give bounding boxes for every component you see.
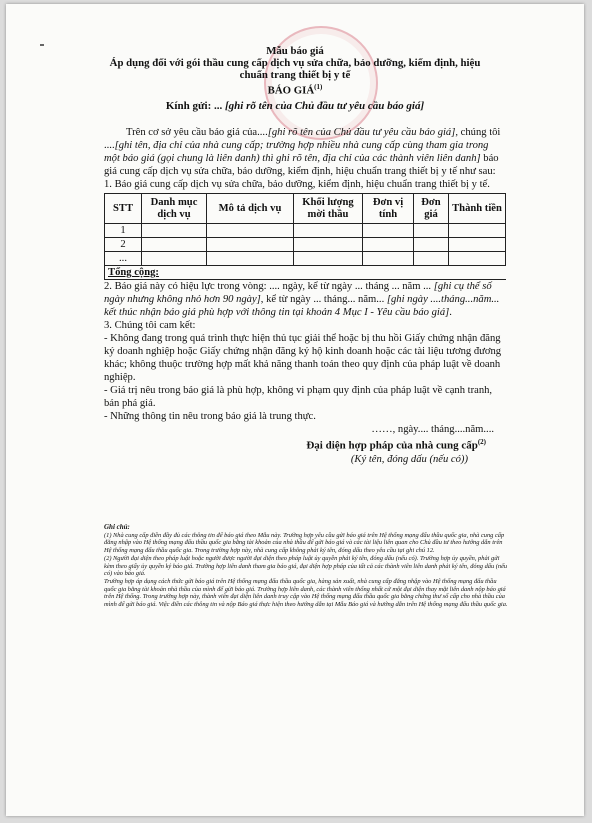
section-1: 1. Báo giá cung cấp dịch vụ sửa chữa, bảo dưỡng, kiểm định, hiệu chuẩn trang thiết bị y tế. (104, 179, 490, 190)
cell (449, 252, 506, 266)
cell (207, 238, 294, 252)
intro-text-3: , chúng tôi .... (104, 127, 501, 151)
cell (414, 224, 449, 238)
section-2-text-a: 2. Báo giá này có hiệu lực trong vòng: .... ngày, kể từ ngày ... tháng ... năm ... (104, 281, 434, 292)
intro-text-5: báo giá cung cấp dịch vụ sửa chữa, bảo dưỡng, kiểm định, hiệu chuẩn trang thiết bị y tế như sau: (104, 153, 499, 177)
cell (207, 252, 294, 266)
notes-section (104, 524, 508, 609)
row-stt: 1 (105, 224, 142, 238)
col-khoi-luong: Khối lượng mời thầu (294, 194, 363, 224)
note-3: Trường hợp áp dụng cách thức gửi báo giá trên Hệ thống mạng đấu thầu quốc gia, hàng sản xuất, nhà cung cấp đăng nhập vào Hệ thống mạng đấu thầu quốc gia bằng tài khoản nhà thầu của mình để gửi báo giá. Trường hợp liên danh, các thành viên thống nhất cử một đại diện thay mặt liên danh nộp báo giá trên Hệ thống. Trong trường hợp này, thành viên đại diện liên danh truy cập vào Hệ thống mạng đấu thầu quốc gia bằng chứng thư số cấp cho nhà thầu của mình để gửi báo giá. Việc điền các thông tin và nộp Báo giá thực hiện theo hướng dẫn tại Mẫu Báo giá và hướng dẫn trên Hệ thống mạng đấu thầu quốc gia. (104, 577, 508, 609)
signature-title-text: Đại diện hợp pháp của nhà cung cấp (306, 439, 478, 452)
col-mo-ta: Mô tả dịch vụ (207, 194, 294, 224)
note-1: (1) Nhà cung cấp điền đầy đủ các thông tin để báo giá theo Mẫu này. Trường hợp yêu cầu gửi báo giá trên Hệ thống mạng đấu thầu quốc gia, nhà cung cấp đăng nhập vào Hệ thống mạng đấu thầu quốc gia bằng tài khoản của nhà thầu để gửi báo giá và các tài liệu liên quan cho Chủ đầu tư theo hướng dẫn trên Hệ thống mạng đấu thầu quốc gia. Trong trường hợp này, nhà cung cấp không phải ký tên, đóng dấu theo yêu cầu tại ghi chú 12. (104, 531, 505, 555)
section-2-text-e: . (449, 307, 452, 318)
signature-date: ……, ngày.... tháng....năm.... (371, 424, 494, 435)
cell (449, 224, 506, 238)
section-2 (104, 280, 504, 319)
signature-sup: (2) (477, 438, 486, 446)
col-don-gia: Đơn giá (414, 194, 449, 224)
row-stt: 2 (105, 238, 142, 252)
document-title (6, 82, 584, 97)
table-row (105, 252, 506, 266)
form-name: Mẫu báo giá (266, 45, 324, 57)
cell (294, 224, 363, 238)
section-3-title: 3. Chúng tôi cam kết: (104, 320, 196, 331)
col-danh-muc: Danh mục dịch vụ (142, 194, 207, 224)
col-stt: STT (105, 194, 142, 224)
cell (142, 252, 207, 266)
col-thanh-tien: Thành tiền (449, 194, 506, 224)
cell (363, 238, 414, 252)
kinh-gui-value: [ghi rõ tên của Chủ đầu tư yêu cầu báo giá] (225, 100, 425, 112)
signature-note: (Ký tên, đóng dấu (nếu có)) (350, 453, 468, 465)
section-2-text-b: [ghi cụ thể số ngày nhưng không nhỏ hơn 90 ngày] (104, 281, 492, 305)
cell (449, 238, 506, 252)
cell (414, 252, 449, 266)
intro-text-1: Trên cơ sở yêu cầu báo giá của.... (126, 127, 268, 138)
quote-table (104, 193, 506, 280)
section-2-text-c: , kể từ ngày ... tháng... năm... (260, 294, 387, 305)
cell (294, 238, 363, 252)
total-label: Tổng cộng: (105, 266, 506, 280)
section-2-text-d: [ghi ngày ....tháng...năm... kết thúc nhận báo giá phù hợp với thông tin tại khoản 4 Mục I - Yêu cầu báo giá] (104, 294, 500, 318)
cell (294, 252, 363, 266)
row-stt: ... (105, 252, 142, 266)
cell (142, 224, 207, 238)
commitment-item: - Những thông tin nêu trong báo giá là trung thực. (104, 411, 316, 422)
commitment-item: - Không đang trong quá trình thực hiện thủ tục giải thể hoặc bị thu hồi Giấy chứng nhận đăng ký doanh nghiệp hoặc Giấy chứng nhận đăng ký hộ kinh doanh hoặc các tài liệu tương đương khác; không thuộc trường hợp mất khả năng thanh toán theo quy định của pháp luật về doanh nghiệp. (104, 333, 502, 383)
kinh-gui-label: Kính gửi: ... (165, 100, 223, 112)
col-don-vi: Đơn vị tính (363, 194, 414, 224)
kinh-gui (6, 100, 584, 112)
intro-text-4: [ghi tên, địa chỉ của nhà cung cấp; trường hợp nhiều nhà cung cấp cùng tham gia trong một báo giá (gọi chung là liên danh) thì ghi rõ tên, địa chỉ của các thành viên liên danh] (104, 140, 489, 164)
cell (414, 238, 449, 252)
intro-text-2: [ghi rõ tên của Chủ đầu tư yêu cầu báo giá] (267, 127, 456, 138)
table-row (105, 238, 506, 252)
document-page (6, 4, 584, 816)
subtitle-line2: chuẩn trang thiết bị y tế (239, 69, 351, 81)
signature-title (104, 436, 504, 453)
table-header-row (105, 194, 506, 224)
cell (363, 224, 414, 238)
cell (363, 252, 414, 266)
note-2: (2) Người đại diện theo pháp luật hoặc người được người đại diện theo pháp luật ủy quyền phải ký tên, đóng dấu (nếu có). Trường hợp ủy quyền, phải gửi kèm theo giấy ủy quyền ký báo giá. Trường hợp liên danh tham gia báo giá, đại diện hợp pháp của tất cả các thành viên liên danh phải ký tên, đóng dấu (nếu có) vào báo giá. (104, 554, 508, 578)
subtitle-line1: Áp dụng đối với gói thầu cung cấp dịch vụ sửa chữa, bảo dưỡng, kiểm định, hiệu (109, 57, 481, 69)
title-sup: (1) (314, 83, 323, 91)
cell (142, 238, 207, 252)
table-total-row (105, 266, 506, 280)
commitment-item: - Giá trị nêu trong báo giá là phù hợp, không vi phạm quy định của pháp luật về cạnh tranh, bán phá giá. (104, 385, 493, 409)
intro-paragraph (104, 126, 504, 178)
cell (207, 224, 294, 238)
notes-label: Ghi chú: (104, 523, 130, 531)
document-body (104, 126, 504, 466)
table-row (105, 224, 506, 238)
title-text: BÁO GIÁ (267, 84, 315, 97)
